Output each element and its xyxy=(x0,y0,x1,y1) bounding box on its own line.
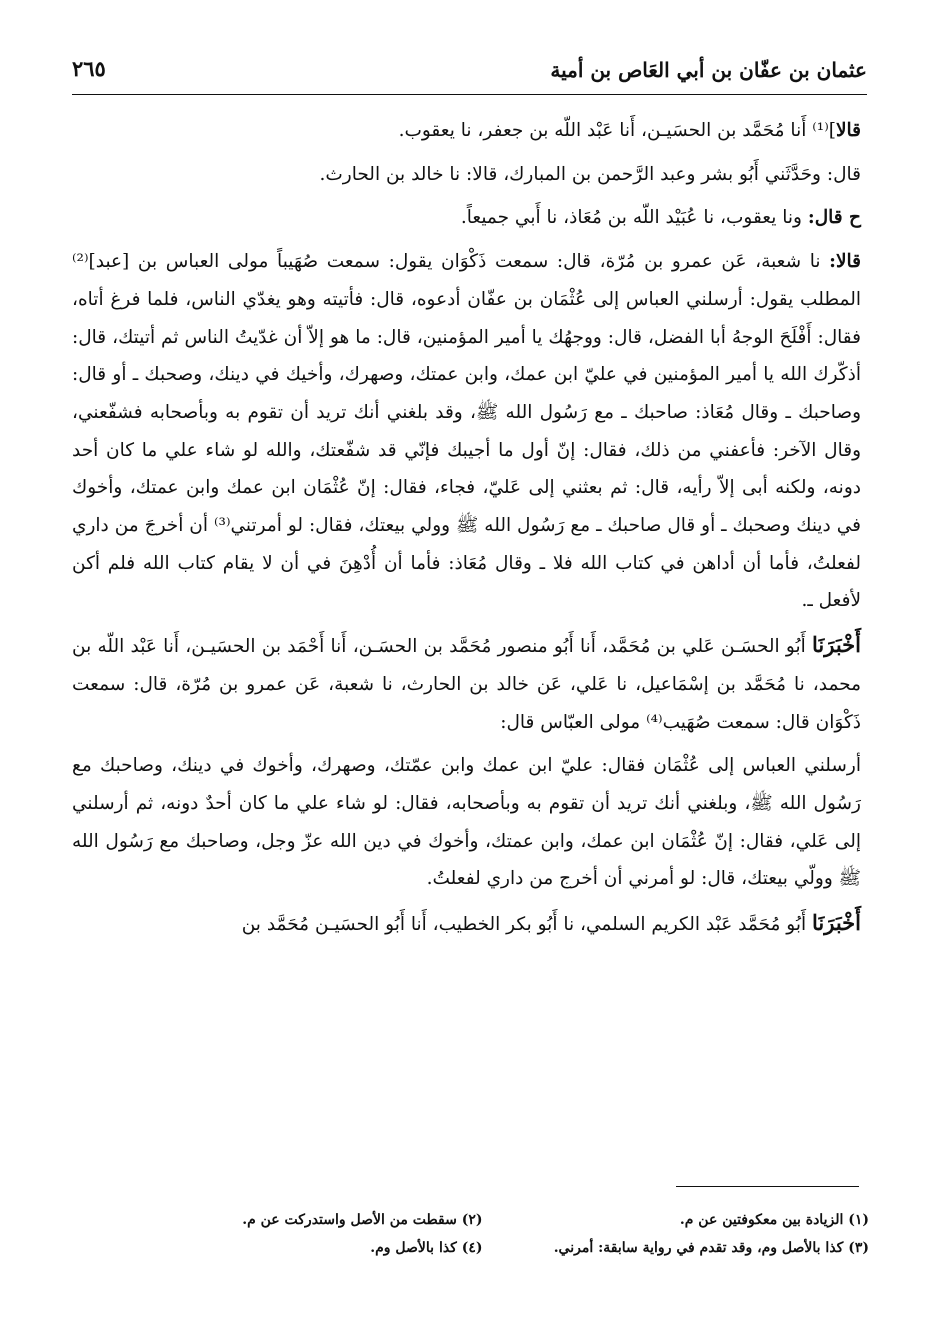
footnote-row xyxy=(96,1206,869,1234)
paragraph-5 xyxy=(72,626,861,741)
paragraph-text: أَبُو مُحَمَّد عَبْد الكريم السلمي، نا أَبُو بكر الخطيب، أَنا أَبُو الحسَيـن مُحَمَّد بن xyxy=(241,914,813,936)
paragraph-text: أَبُو الحسَـن عَلي بن مُحَمَّد، أَنا أَبُو منصور مُحَمَّد بن الحسَـن، أَنا أَحْمَد بن الحسَيـن، أَنا عَبْد اللّه بن محمد، نا مُحَمَّد بن إسْمَاعيل، نا عَلي، عَن خالد بن الحارث، نا شعبة، عَن عمرو بن مُرّة، قال: سمعت ذَكْوَان قال: سمعت صُهَيب⁽⁴⁾ مولى العبّاس قال: xyxy=(72,636,861,733)
paragraph-keyword: أَخْبَرَنَا xyxy=(812,632,861,658)
paragraph-7 xyxy=(72,904,861,944)
paragraph-text: قال: وحَدَّثَني أَبُو بشر وعبد الرَّحمن بن المبارك، قالا: نا خالد بن الحارث. xyxy=(319,163,861,185)
paragraph-text: أرسلني العباس إلى عُثْمَان فقال: عليّ ابن عمك وابن عمّتك، وصهرك، وأخوك في دينك، وصاحبك مع رَسُول الله ﷺ، وبلغني أنك تريد أن تقوم به وبأصحابه، فقال: لو شاء علي ما كان أحدٌ دونه، ثم أرسلني إلى عَلي، فقال: إنّ عُثْمَان ابن عمك، وابن عمتك، وأخوك في دين الله عزّ وجل، وصاحبك مع رَسُول الله ﷺ وولّي بيعتك، قال: لو أمرني أن أخرج من داري لفعلتُ. xyxy=(72,755,861,890)
footnote-divider xyxy=(676,1186,859,1187)
paragraph-keyword: قالا xyxy=(835,120,861,141)
paragraph-2 xyxy=(72,156,861,194)
paragraph-text: ونا يعقوب، نا عُبَيْد اللّه بن مُعَاذ، نا أَبي جميعاً. xyxy=(460,207,808,229)
paragraph-text: نا شعبة، عَن عمرو بن مُرّة، قال: سمعت ذَكْوَان يقول: سمعت صُهَيباً مولى العباس بن [عبد]⁽²⁾ المطلب يقول: أرسلني العباس إلى عُثْمَان بن عفّان أدعوه، قال: فأتيته وهو يغدّي الناس، فلما فرغ أتاه، فقال: أَفْلَحَ الوجهُ أبا الفضل، قال: ووجهُك يا أمير المؤمنين، قال: ما هو إلاّ أن غدّيتُ الناس ثم أتيتك، قال: أذكّرك الله يا أمير المؤمنين في عليّ ابن عمك، وابن عمتك، وصهرك، وأخيك في دينك، وصحبك ـ أو قال: وصاحبك ـ وقال مُعَاذ: صاحبك ـ مع رَسُول الله ﷺ، وقد بلغني أنك تريد أن تقوم به وبأصحابه فشفّعني، وقال الآخر: فأعفني من ذلك، فقال: إنّ أول ما أجيبك فإنّي قد شفّعتك، والله لو شاء علي ما كان أحد دونه، ولكنه أبى إلاّ رأيه، قال: ثم بعثني إلى عَليّ، فجاء، فقال: إنّ عُثْمَان ابن عمك وابن عمتك، وأخوك في دينك وصحبك ـ أو قال صاحبك ـ مع رَسُول الله ﷺ وولي بيعتك، فقال: لو أمرتني⁽³⁾ أن أخرجَ من داري لفعلتُ، فأما أن أداهن في كتاب الله فلا ـ وقال مُعَاذ: فأما أن أُدْهِنَ في أن لا يقام كتاب الله فلم أكن لأفعل ـ. xyxy=(72,251,861,612)
paragraph-6 xyxy=(72,747,861,898)
footnote-row xyxy=(96,1234,869,1262)
footnote-3: (٣) كذا بالأصل وم، وقد تقدم في رواية سابقة: أمرني. xyxy=(553,1240,869,1256)
paragraph-keyword: قالا: xyxy=(829,251,861,273)
footnote-1: (١) الزيادة بين معكوفتين عن م. xyxy=(679,1212,869,1228)
paragraph-1 xyxy=(72,112,861,150)
paragraph-3 xyxy=(72,199,861,237)
paragraph-keyword: ح قال: xyxy=(807,207,861,229)
paragraph-4 xyxy=(72,243,861,620)
paragraph-keyword: أَخْبَرَنَا xyxy=(812,910,861,936)
footnotes xyxy=(96,1206,869,1262)
running-header xyxy=(72,52,867,95)
running-title: عثمان بن عفّان بن أبي العَاص بن أمية xyxy=(550,58,867,82)
footnote-2: (٢) سقطت من الأصل واستدركت عن م. xyxy=(242,1212,483,1228)
footnote-4: (٤) كذا بالأصل وم. xyxy=(370,1240,483,1256)
page-number: ٢٦٥ xyxy=(72,56,106,81)
paragraph-text: ]⁽¹⁾ أَنا مُحَمَّد بن الحسَيـن، أَنا عَبْد اللّه بن جعفر، نا يعقوب. xyxy=(398,120,836,141)
main-text xyxy=(72,112,861,950)
